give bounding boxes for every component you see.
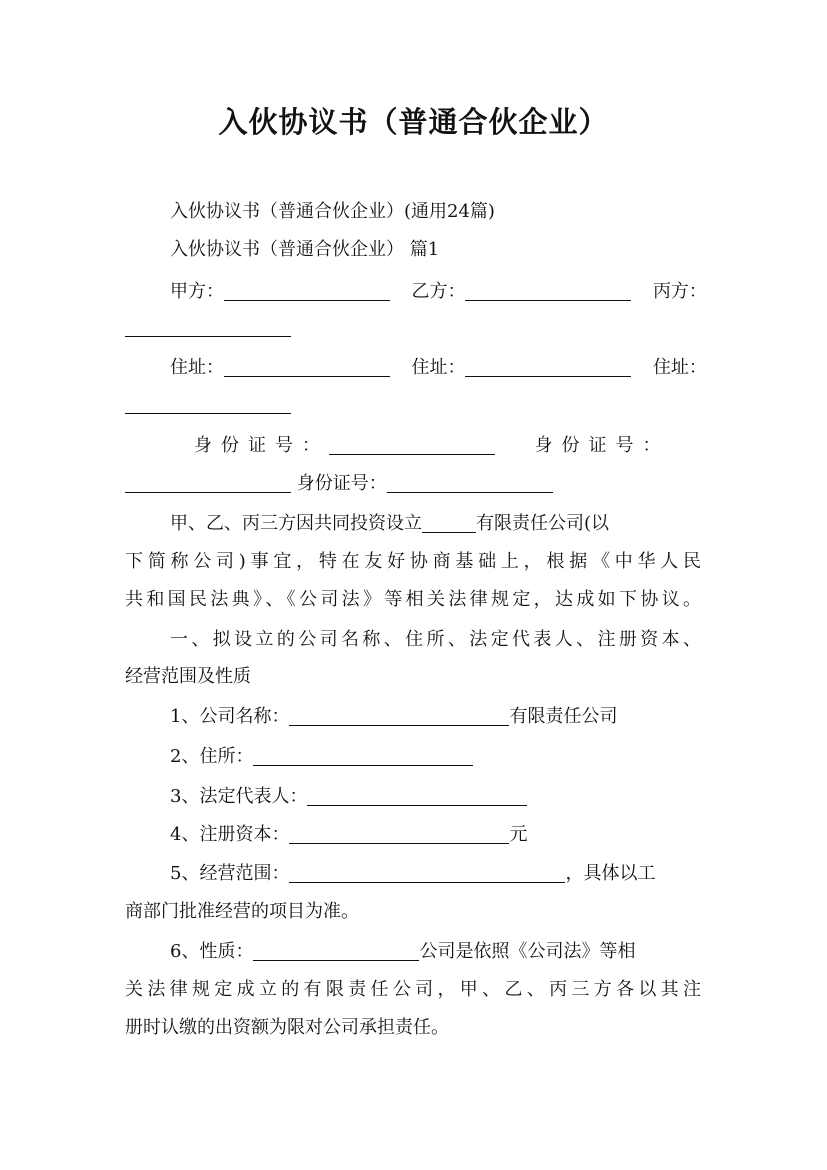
party-b-blank	[465, 280, 631, 301]
subtitle-line: 入伙协议书（普通合伙企业）(通用24篇)	[170, 201, 495, 222]
id-a-blank	[329, 434, 495, 455]
id-c-blank	[387, 472, 553, 493]
preamble-line-2: 下简称公司)事宜，特在友好协商基础上，根据《中华人民	[125, 551, 701, 572]
id-c-line	[125, 472, 553, 496]
preamble-line-1: 甲、乙、丙三方因共同投资设立 有限责任公司(以	[170, 513, 610, 534]
address-c-blank-line	[125, 393, 291, 417]
address-b-blank	[465, 356, 631, 377]
item-nature-cont-2: 册时认缴的出资额为限对公司承担责任。	[125, 1017, 449, 1038]
section-heading: 入伙协议书（普通合伙企业） 篇1	[170, 239, 440, 260]
item-nature: 6、性质： 公司是依照《公司法》等相	[170, 941, 636, 962]
article-1-heading-line-1: 一、拟设立的公司名称、住所、法定代表人、注册资本、	[170, 629, 701, 650]
address-a-blank	[224, 356, 390, 377]
party-b-label: 乙方：	[411, 281, 466, 302]
id-b-label: 身份证号：	[534, 435, 670, 456]
address-b-label: 住址：	[411, 357, 466, 378]
document-title: 入伙协议书（普通合伙企业）	[218, 105, 609, 139]
address-c-label: 住址：	[652, 357, 707, 378]
item-scope: 5、经营范围： ，具体以工	[170, 863, 656, 884]
id-c-label: 身份证号：	[296, 473, 387, 494]
company-name-blank	[422, 512, 476, 533]
party-c-label: 丙方：	[652, 281, 707, 302]
item-capital-blank	[289, 823, 509, 844]
item-address: 2、住所：	[170, 745, 473, 769]
item-scope-blank	[289, 862, 565, 883]
address-c-blank	[125, 393, 291, 414]
party-c-blank	[125, 316, 291, 337]
item-company-name: 1、公司名称： 有限责任公司	[170, 706, 618, 727]
article-1-heading-line-2: 经营范围及性质	[125, 666, 251, 687]
party-a-label: 甲方：	[170, 281, 224, 302]
id-line	[194, 434, 669, 458]
parties-line	[170, 280, 707, 304]
item-nature-cont-1: 关法律规定成立的有限责任公司，甲、乙、丙三方各以其注	[125, 979, 701, 1000]
id-b-blank	[125, 472, 291, 493]
item-scope-cont: 商部门批准经营的项目为准。	[125, 901, 359, 922]
party-a-blank	[224, 280, 390, 301]
item-legal-rep: 3、法定代表人：	[170, 785, 527, 809]
item-address-blank	[253, 745, 473, 766]
item-legal-rep-blank	[307, 785, 527, 806]
id-a-label: 身份证号：	[194, 435, 329, 456]
address-line	[170, 356, 707, 380]
party-c-blank-line	[125, 316, 291, 340]
preamble-line-3: 共和国民法典》、《公司法》等相关法律规定，达成如下协议。	[125, 589, 701, 610]
item-capital: 4、注册资本： 元	[170, 824, 528, 845]
address-a-label: 住址：	[170, 357, 224, 378]
item-nature-blank	[253, 940, 419, 961]
item-company-name-blank	[289, 705, 509, 726]
